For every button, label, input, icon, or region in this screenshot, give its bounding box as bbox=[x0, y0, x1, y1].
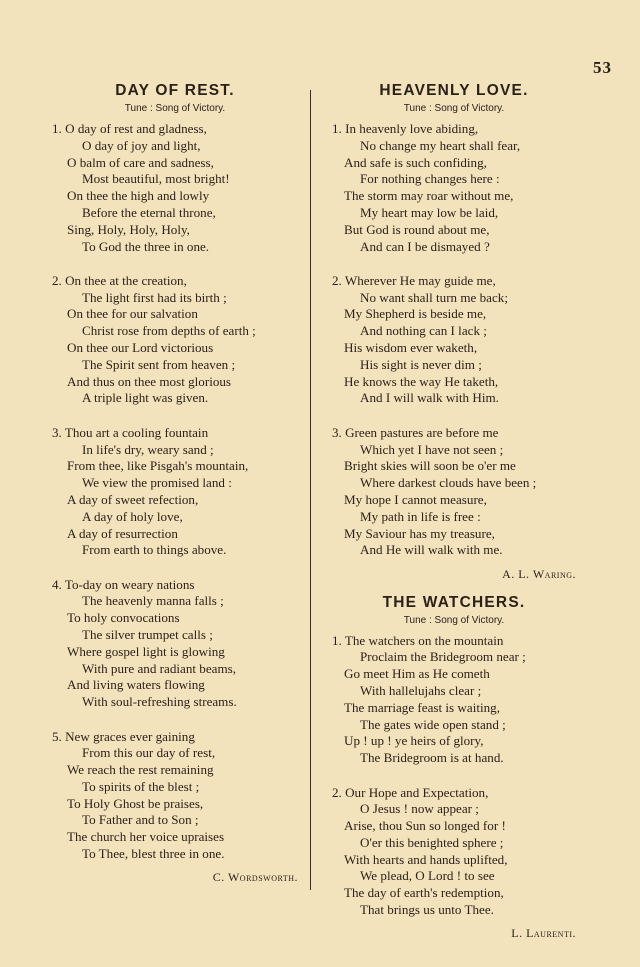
verse-line: His sight is never dim ; bbox=[360, 356, 482, 372]
verse-line: A day of holy love, bbox=[82, 508, 183, 524]
page-number: 53 bbox=[593, 58, 612, 77]
verse-line: 4. To-day on weary nations bbox=[52, 576, 195, 592]
verse bbox=[52, 425, 298, 559]
verse-line: The day of earth's redemption, bbox=[344, 885, 504, 901]
verse-line: For nothing changes here : bbox=[360, 171, 500, 187]
verse-line: That brings us unto Thee. bbox=[360, 902, 494, 918]
verse-line: 2. Our Hope and Expectation, bbox=[332, 784, 489, 800]
verse-line: O balm of care and sadness, bbox=[67, 154, 214, 170]
verse-line: With pure and radiant beams, bbox=[82, 660, 236, 676]
verse-line: The marriage feast is waiting, bbox=[344, 699, 500, 715]
verse-line: 5. New graces ever gaining bbox=[52, 728, 195, 744]
verse-line: Proclaim the Bridegroom near ; bbox=[360, 649, 526, 665]
verse-line: The silver trumpet calls ; bbox=[82, 627, 213, 643]
verse-line: Sing, Holy, Holy, Holy, bbox=[67, 221, 190, 237]
verse-line: 1. The watchers on the mountain bbox=[332, 632, 504, 648]
hymn-tune: Tune : Song of Victory. bbox=[124, 103, 226, 114]
verse-line: His wisdom ever waketh, bbox=[344, 340, 478, 356]
verse-line: He knows the way He taketh, bbox=[344, 373, 499, 389]
verse-line: To Holy Ghost be praises, bbox=[67, 795, 204, 811]
verse-line: 3. Thou art a cooling fountain bbox=[52, 424, 209, 440]
verse-line: My path in life is free : bbox=[360, 508, 481, 524]
verse-line: A day of sweet refection, bbox=[67, 491, 199, 507]
verse-line: And nothing can I lack ; bbox=[360, 323, 487, 339]
verse-line: My Saviour has my treasure, bbox=[344, 525, 495, 541]
verse bbox=[332, 633, 576, 767]
hymn-title: HEAVENLY LOVE. bbox=[379, 82, 529, 99]
right-column bbox=[332, 82, 576, 941]
verse-line: O day of joy and light, bbox=[82, 137, 201, 153]
verse-line: To Thee, blest three in one. bbox=[82, 846, 225, 862]
verse-line: The Spirit sent from heaven ; bbox=[82, 356, 236, 372]
verse-line: We reach the rest remaining bbox=[67, 762, 214, 778]
verse-line: Go meet Him as He cometh bbox=[344, 666, 490, 682]
verse-line: And I will walk with Him. bbox=[360, 390, 499, 406]
verse-line: 2. Wherever He may guide me, bbox=[332, 272, 496, 288]
verse-line: From this our day of rest, bbox=[82, 745, 216, 761]
verse-line: Arise, thou Sun so longed for ! bbox=[344, 818, 506, 834]
verse-line: We view the promised land : bbox=[82, 475, 232, 491]
verse-line: O'er this benighted sphere ; bbox=[360, 834, 504, 850]
hymn-title: DAY OF REST. bbox=[115, 82, 235, 99]
verse-line: From earth to things above. bbox=[82, 542, 227, 558]
verse-line: No change my heart shall fear, bbox=[360, 137, 521, 153]
verse-line: Where gospel light is glowing bbox=[67, 643, 225, 659]
verse-line: No want shall turn me back; bbox=[360, 289, 508, 305]
verse bbox=[332, 273, 576, 407]
verse-line: In life's dry, weary sand ; bbox=[82, 441, 214, 457]
verse-line: With hallelujahs clear ; bbox=[360, 683, 482, 699]
verse-line: Christ rose from depths of earth ; bbox=[82, 323, 256, 339]
hymn-heavenly-love bbox=[332, 82, 576, 582]
verse-line: The heavenly manna falls ; bbox=[82, 593, 224, 609]
verse bbox=[332, 425, 576, 559]
verse bbox=[332, 785, 576, 919]
verse-line: My heart may low be laid, bbox=[360, 204, 499, 220]
verse-line: Where darkest clouds have been ; bbox=[360, 475, 537, 491]
verse bbox=[332, 121, 576, 255]
verse-line: We plead, O Lord ! to see bbox=[360, 868, 495, 884]
verse-line: On thee for our salvation bbox=[67, 306, 198, 322]
column-divider bbox=[310, 90, 311, 890]
verse-line: To Father and to Son ; bbox=[82, 812, 199, 828]
verse-line: 1. O day of rest and gladness, bbox=[52, 121, 207, 136]
verse-line: With soul-refreshing streams. bbox=[82, 694, 237, 710]
hymn-day-of-rest bbox=[52, 82, 298, 885]
verse-line: The church her voice upraises bbox=[67, 829, 225, 845]
verse-line: And living waters flowing bbox=[67, 677, 205, 693]
left-column bbox=[52, 82, 298, 885]
verse-line: A day of resurrection bbox=[67, 525, 178, 541]
verse-line: And thus on thee most glorious bbox=[67, 373, 232, 389]
verse-line: With hearts and hands uplifted, bbox=[344, 851, 508, 867]
verse-line: From thee, like Pisgah's mountain, bbox=[67, 458, 249, 474]
verse-line: The Bridegroom is at hand. bbox=[360, 750, 504, 766]
verse bbox=[52, 577, 298, 711]
hymn-tune: Tune : Song of Victory. bbox=[403, 614, 505, 626]
verse-line: To God the three in one. bbox=[82, 238, 210, 254]
verse-line: 2. On thee at the creation, bbox=[52, 272, 187, 288]
verse-line: 3. Green pastures are before me bbox=[332, 424, 499, 440]
hymn-author: A. L. Waring. bbox=[502, 566, 576, 581]
verse-line: To spirits of the blest ; bbox=[82, 778, 200, 794]
verse-line: My Shepherd is beside me, bbox=[344, 306, 487, 322]
verse-line: And safe is such confiding, bbox=[344, 154, 487, 170]
hymn-title: THE WATCHERS. bbox=[382, 593, 526, 611]
verse-line: Bright skies will soon be o'er me bbox=[344, 458, 516, 474]
verse-line: Most beautiful, most bright! bbox=[82, 171, 230, 187]
verse-line: The gates wide open stand ; bbox=[360, 716, 506, 732]
verse-line: To holy convocations bbox=[67, 610, 180, 626]
verse-line: My hope I cannot measure, bbox=[344, 491, 487, 507]
verse bbox=[52, 273, 298, 407]
verse-line: On thee the high and lowly bbox=[67, 188, 210, 204]
verse bbox=[52, 729, 298, 863]
hymn-author: L. Laurenti. bbox=[511, 926, 576, 941]
verse-line: But God is round about me, bbox=[344, 221, 490, 237]
verse-line: Up ! up ! ye heirs of glory, bbox=[344, 733, 484, 749]
verse bbox=[52, 121, 298, 255]
verse-line: The storm may roar without me, bbox=[344, 188, 514, 204]
verse-line: Before the eternal throne, bbox=[82, 204, 216, 220]
hymn-the-watchers bbox=[332, 594, 576, 942]
verse-line: O Jesus ! now appear ; bbox=[360, 801, 479, 817]
hymn-tune: Tune : Song of Victory. bbox=[403, 103, 505, 114]
verse-line: 1. In heavenly love abiding, bbox=[332, 121, 479, 136]
verse-line: The light first had its birth ; bbox=[82, 289, 227, 305]
verse-line: And can I be dismayed ? bbox=[360, 238, 490, 254]
verse-line: On thee our Lord victorious bbox=[67, 340, 214, 356]
verse-line: A triple light was given. bbox=[82, 390, 209, 406]
verse-line: And He will walk with me. bbox=[360, 542, 503, 558]
verse-line: Which yet I have not seen ; bbox=[360, 441, 504, 457]
hymn-author: C. Wordsworth. bbox=[212, 870, 298, 885]
